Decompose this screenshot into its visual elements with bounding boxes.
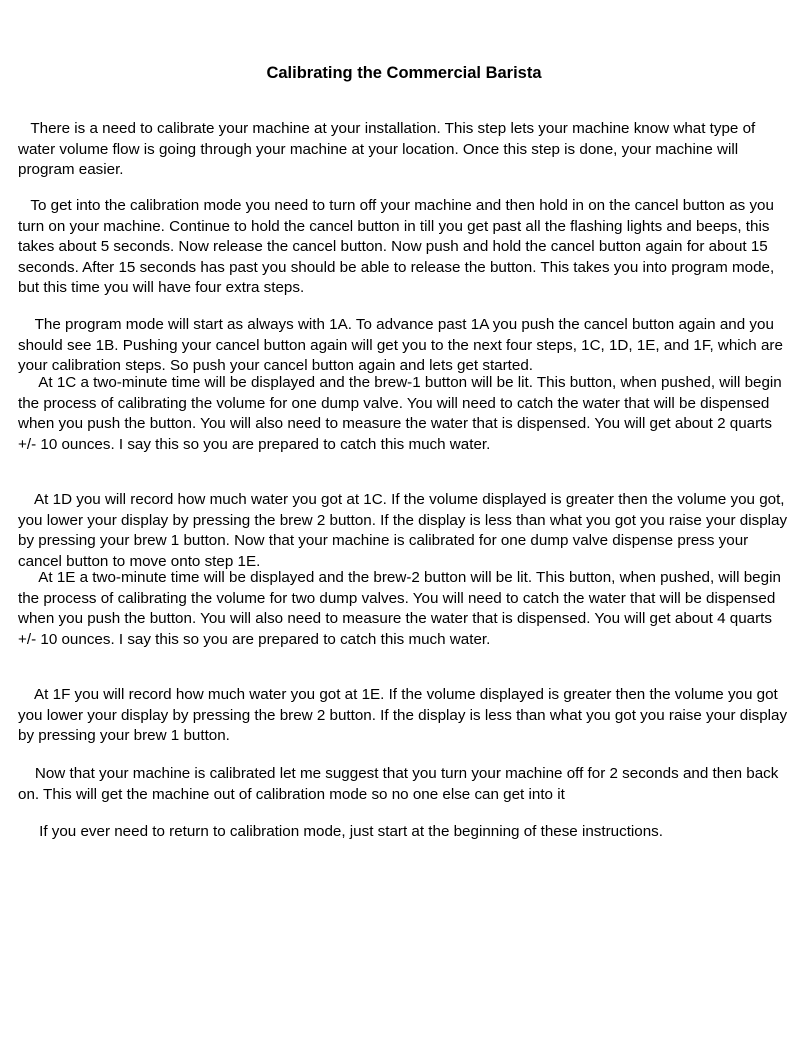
paragraph-indent [18, 686, 34, 703]
paragraph-step-1c: At 1C a two-minute time will be displayed and the brew-1 button will be lit. This button, when pushed, will begin the process of calibrating the volume for one dump valve. You will need to catch the water that will be dispensed when you push the button. You will also need to measure the water that is dispensed. You will get about 2 quarts +/- 10 ounces. I say this so you are prepared to catch this much water. [18, 374, 782, 453]
paragraph-indent [18, 823, 39, 840]
paragraph-step-1e: At 1E a two-minute time will be displayed and the brew-2 button will be lit. This button, when pushed, will begin the process of calibrating the volume for two dump valves. You will need to catch the water that will be dispensed when you push the button. You will also need to measure the water that is dispensed. You will get about 4 quarts +/- 10 ounces. I say this so you are prepared to catch this much water. [18, 569, 781, 648]
paragraph-indent [18, 569, 38, 586]
paragraph-indent [18, 374, 38, 391]
paragraph-enter-calibration-mode: To get into the calibration mode you need to turn off your machine and then hold in on the cancel button as you turn on your machine. Continue to hold the cancel button in till you get past all the flashing lights and beeps, this takes about 5 seconds. Now release the cancel button. Now push and hold the cancel button again for about 15 seconds. After 15 seconds has past you should be able to release the button. This takes you into program mode, but this time you will have four extra steps. [18, 197, 775, 296]
paragraph-return-to-calibration: If you ever need to return to calibration mode, just start at the beginning of these instructions. [18, 822, 794, 843]
paragraph-step-1d: At 1D you will record how much water you got at 1C. If the volume displayed is greater then the volume you got, you lower your display by pressing the brew 2 button. If the display is less than what you got you raise your display by pressing your brew 1 button. Now that your machine is calibrated for one dump valve dispense press your cancel button to move onto step 1E. [18, 491, 788, 570]
paragraph-indent [18, 120, 30, 137]
paragraph-exit-calibration: Now that your machine is calibrated let me suggest that you turn your machine off for 2 seconds and then back on. This will get the machine out of calibration mode so no one else can get into it [18, 765, 779, 803]
paragraph-indent [18, 491, 34, 508]
paragraph-indent [18, 197, 30, 214]
paragraph-indent [18, 316, 35, 333]
paragraph-program-mode-steps: The program mode will start as always with 1A. To advance past 1A you push the cancel button again and you should see 1B. Pushing your cancel button again will get you to the next four steps, 1C, 1D, 1E, and 1F, which are your calibration steps. So push your cancel button again and lets get started. [18, 316, 783, 374]
paragraph-indent [18, 765, 35, 782]
paragraph-calibration-intro: There is a need to calibrate your machine at your installation. This step lets your machine know what type of water volume flow is going through your machine at your location. Once this step is done, your machine will program easier. [18, 120, 756, 178]
page-title: Calibrating the Commercial Barista [266, 64, 542, 82]
paragraph-step-1f: At 1F you will record how much water you got at 1E. If the volume displayed is greater then the volume you got you lower your display by pressing the brew 2 button. If the display is less than what you got you raise your display by pressing your brew 1 button. [18, 686, 788, 744]
